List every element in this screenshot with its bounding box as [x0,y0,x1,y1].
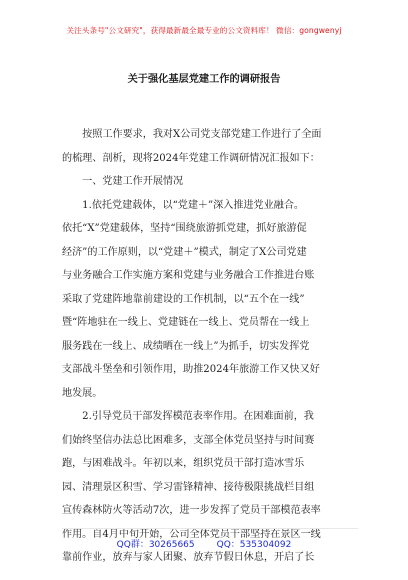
body-line: 经济”的工作原则，以“党建＋”模式，制定了X公司党建 [62,246,307,258]
body-line: 园、清理景区积雪、学习雷锋精神、接待极限挑战栏目组 [62,481,315,493]
document-body [62,123,358,570]
body-line: 地发展。 [62,387,103,399]
body-line: 们始终坚信办法总比困难多，支部全体党员坚持与时间赛 [62,434,315,446]
body-line: 宣传森林防火等活动7次，进一步发挥了党员干部模范表率 [62,505,321,516]
body-line: 的梳理、剖析，现将2024年党建工作调研情况汇报如下： [62,152,320,164]
body-line: 与业务融合工作实施方案和党建与业务融合工作推进台账 [62,270,315,281]
header-promo-note: 关注头条号"公文研究"，获得最新最全最专业的公文资料库！ 微信：gongwenyj [66,26,342,35]
body-line: 2.引导党员干部发挥模范表率作用。在困难面前，我 [62,411,314,422]
body-line: 采取了党建阵地靠前建设的工作机制，以“五个在一线” [62,293,305,305]
body-line: 1.依托党建载体，以“党建＋”深入推进党业融合。 [62,199,305,211]
body-line: 暨“阵地驻在一线上、党建链在一线上、党员帮在一线上 [62,317,310,328]
body-line: 跑，与困难战斗。年初以来，组织党员干部打造冰雪乐 [62,458,305,469]
body-line: 依托“X”党建载体，坚持“围绕旅游抓党建，抓好旅游促 [62,223,307,234]
body-line: 作用。自4月中旬开始，公司全体党员干部坚持在景区一线 [62,528,321,540]
section-heading: 一、党建工作开展情况 [62,176,184,187]
body-line: 靠前作业，放弃与家人团聚、放弃节假日休息，开启了长 [62,552,315,563]
body-line: 支部战斗堡垒和引领作用，助推2024年旅游工作又快又好 [62,364,320,375]
body-line: 按照工作要求，我对X公司党支部党建工作进行了全面 [62,129,322,140]
body-line: 服务践在一线上、成绩晒在一线上”为抓手，切实发挥党 [62,340,310,352]
footer-divider [62,528,358,529]
footer-qq-group: QQ群：30265665 [116,540,195,550]
document-title: 关于强化基层党建工作的调研报告 [127,73,281,85]
footer-contact [0,537,408,550]
footer-qq-number: QQ：535304092 [216,540,292,550]
